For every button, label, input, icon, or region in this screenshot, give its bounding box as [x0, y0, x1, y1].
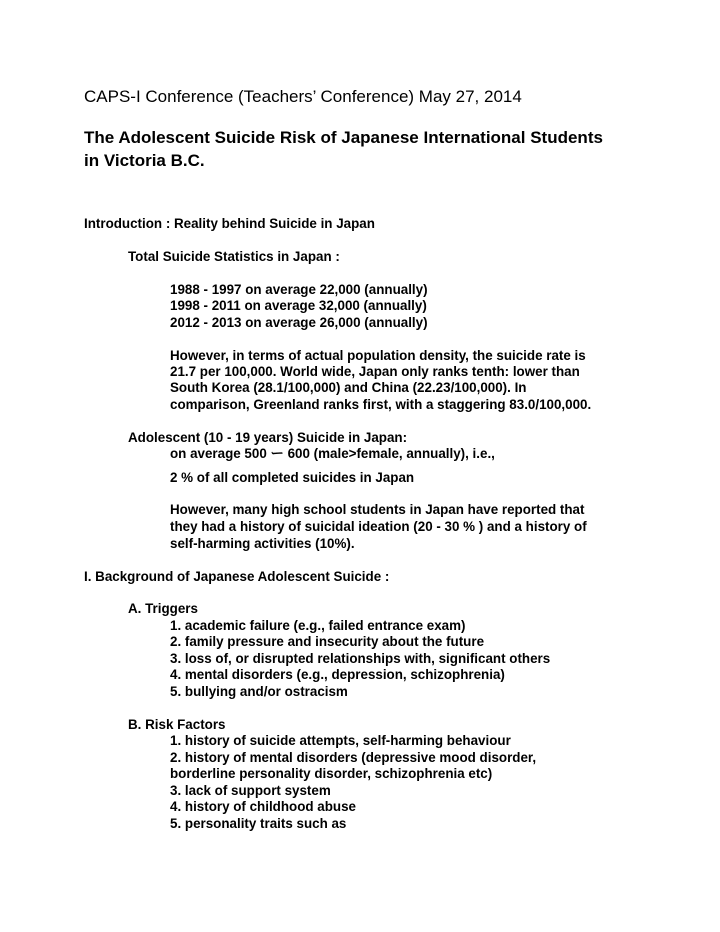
statistic-line: 1998 - 2011 on average 32,000 (annually): [170, 298, 427, 313]
density-paragraph-line: However, in terms of actual population density, the suicide rate is: [170, 348, 586, 363]
ideation-paragraph-line: However, many high school students in Japan have reported that: [170, 502, 585, 517]
trigger-item: 2. family pressure and insecurity about the future: [170, 634, 485, 649]
total-statistics-heading: Total Suicide Statistics in Japan :: [128, 249, 340, 264]
trigger-item: 1. academic failure (e.g., failed entrance exam): [170, 618, 466, 633]
triggers-heading: A. Triggers: [128, 601, 198, 616]
risk-factor-item: 2. history of mental disorders (depressive mood disorder,: [170, 750, 537, 765]
density-paragraph-line: South Korea (28.1/100,000) and China (22.23/100,000). In: [170, 380, 527, 395]
density-paragraph-line: 21.7 per 100,000. World wide, Japan only ranks tenth: lower than: [170, 364, 580, 379]
document-title-line-1: The Adolescent Suicide Risk of Japanese International Students: [84, 128, 603, 147]
adolescent-percentage: 2 % of all completed suicides in Japan: [170, 470, 415, 485]
conference-header: CAPS-I Conference (Teachers’ Conference) May 27, 2014: [84, 87, 522, 106]
risk-factor-item: 4. history of childhood abuse: [170, 799, 356, 814]
trigger-item: 3. loss of, or disrupted relationships with, significant others: [170, 651, 551, 666]
density-paragraph-line: comparison, Greenland ranks first, with a staggering 83.0/100,000.: [170, 397, 592, 412]
ideation-paragraph-line: they had a history of suicidal ideation (20 - 30 % ) and a history of: [170, 519, 587, 534]
risk-factor-item: 3. lack of support system: [170, 783, 331, 798]
trigger-item: 4. mental disorders (e.g., depression, schizophrenia): [170, 667, 505, 682]
statistic-line: 1988 - 1997 on average 22,000 (annually): [170, 282, 428, 297]
risk-factors-heading: B. Risk Factors: [128, 717, 226, 732]
adolescent-heading: Adolescent (10 - 19 years) Suicide in Japan:: [128, 430, 408, 445]
section-one-heading: I. Background of Japanese Adolescent Suicide :: [84, 569, 390, 584]
trigger-item: 5. bullying and/or ostracism: [170, 684, 348, 699]
adolescent-average: on average 500 ー 600 (male>female, annually), i.e.,: [170, 446, 495, 461]
risk-factor-item: 1. history of suicide attempts, self-harming behaviour: [170, 733, 511, 748]
document-title-line-2: in Victoria B.C.: [84, 151, 205, 170]
risk-factor-item: 5. personality traits such as: [170, 816, 347, 831]
statistic-line: 2012 - 2013 on average 26,000 (annually): [170, 315, 428, 330]
introduction-heading: Introduction : Reality behind Suicide in Japan: [84, 216, 375, 231]
risk-factor-item: borderline personality disorder, schizophrenia etc): [170, 766, 493, 781]
ideation-paragraph-line: self-harming activities (10%).: [170, 536, 355, 551]
